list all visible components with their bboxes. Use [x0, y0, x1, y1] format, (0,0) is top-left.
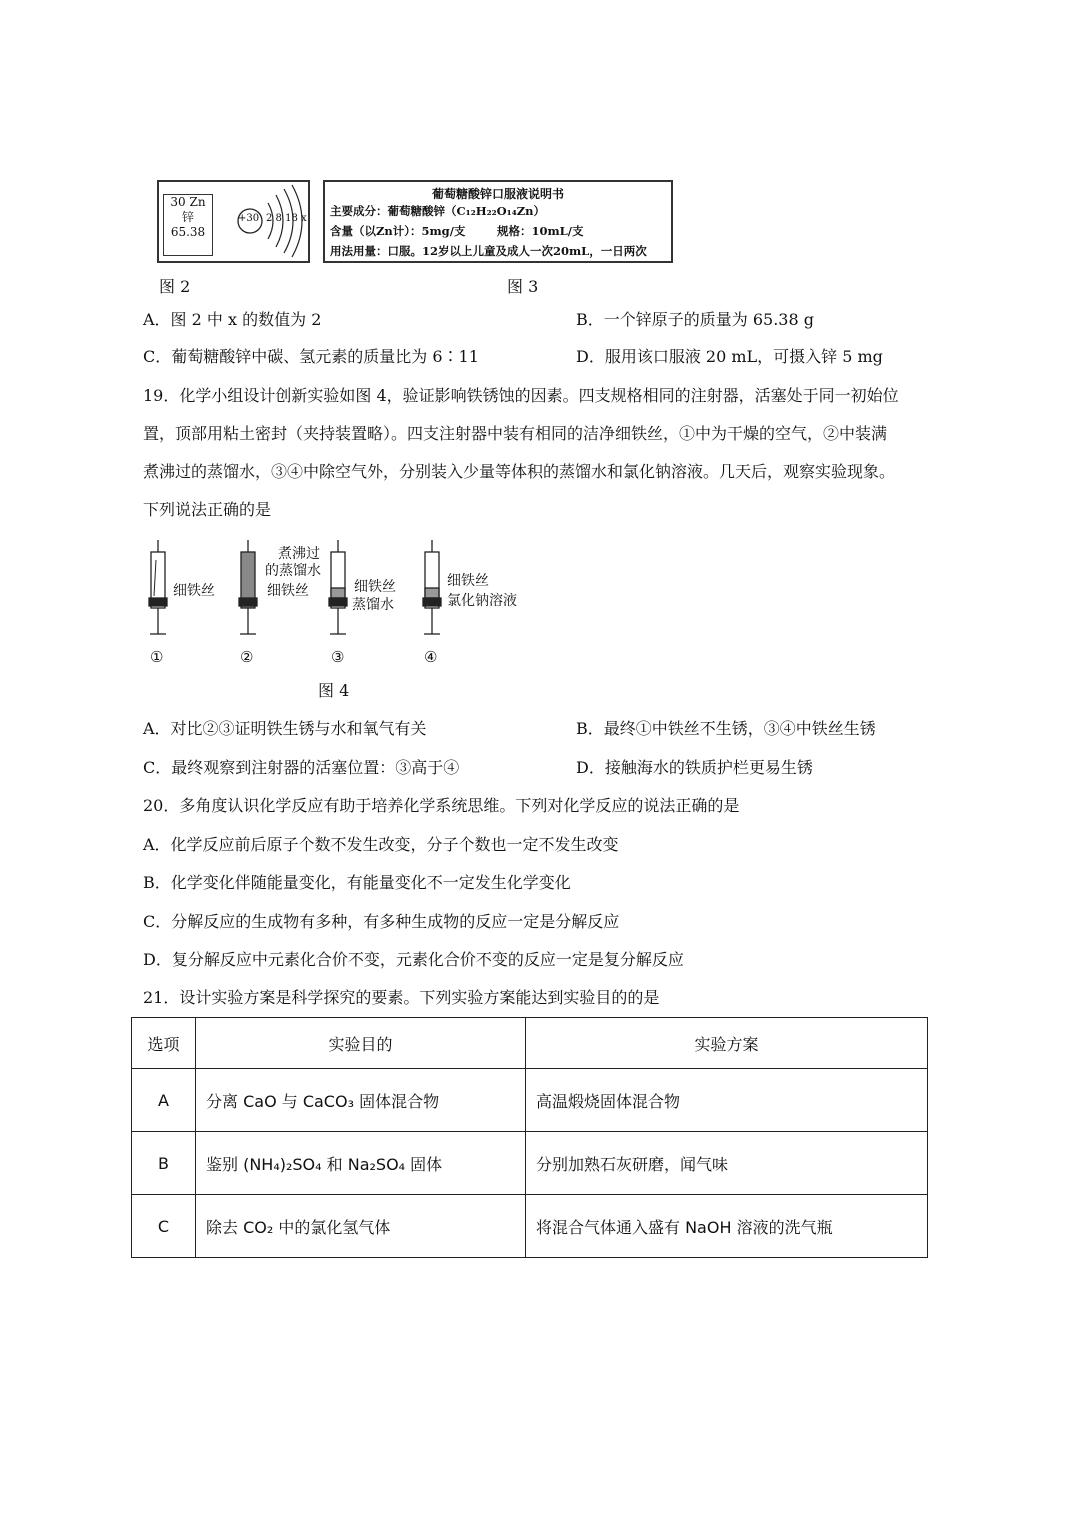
row-option: A	[132, 1069, 196, 1132]
fig4-num-3: ③	[331, 648, 345, 666]
element-card	[163, 194, 213, 256]
fig4-label-3a: 细铁丝	[354, 579, 396, 595]
q21-stem: 21．设计实验方案是科学探究的要素。下列实验方案能达到实验目的的是	[143, 988, 660, 1007]
leaflet-content: 含量（以Zn计）：5mg/支	[330, 224, 466, 238]
element-number: 30	[170, 195, 186, 209]
syringe-4	[423, 540, 441, 634]
atomic-mass: 65.38	[170, 225, 206, 239]
fig4-num-2: ②	[240, 648, 254, 666]
q20-option-a: A．化学反应前后原子个数不发生改变，分子个数也一定不发生改变	[143, 835, 619, 854]
fig4-label-2c: 细铁丝	[267, 583, 309, 599]
q20-option-b: B．化学变化伴随能量变化，有能量变化不一定发生化学变化	[143, 873, 571, 892]
element-number-symbol	[164, 195, 212, 210]
fig4-label-1: 细铁丝	[173, 583, 215, 599]
fig4-label-4b: 氯化钠溶液	[447, 593, 517, 609]
table-row	[132, 1195, 928, 1258]
q20-option-d: D．复分解反应中元素化合价不变，元素化合价不变的反应一定是复分解反应	[143, 950, 684, 969]
row-goal: 鉴别 (NH₄)₂SO₄ 和 Na₂SO₄ 固体	[196, 1132, 526, 1195]
fig4-label-4a: 细铁丝	[447, 573, 489, 589]
q18-option-c: C．葡萄糖酸锌中碳、氢元素的质量比为 6∶11	[143, 347, 479, 366]
q19-stem-line1: 19．化学小组设计创新实验如图 4，验证影响铁锈蚀的因素。四支规格相同的注射器，活塞处于同一初始位	[143, 386, 899, 405]
q20-stem: 20．多角度认识化学反应有助于培养化学系统思维。下列对化学反应的说法正确的是	[143, 796, 740, 815]
syringe-2	[239, 540, 257, 634]
row-plan: 将混合气体通入盛有 NaOH 溶液的洗气瓶	[526, 1195, 928, 1258]
row-plan: 分别加熟石灰研磨，闻气味	[526, 1132, 928, 1195]
figure-3-caption: 图 3	[507, 277, 539, 296]
fig4-num-4: ④	[424, 648, 438, 666]
header-plan: 实验方案	[526, 1018, 928, 1069]
q18-option-b: B．一个锌原子的质量为 65.38 g	[576, 310, 814, 329]
q19-option-b: B．最终①中铁丝不生锈，③④中铁丝生锈	[576, 719, 876, 738]
row-plan: 高温煅烧固体混合物	[526, 1069, 928, 1132]
table-row	[132, 1069, 928, 1132]
leaflet-spec: 规格：10mL/支	[497, 224, 584, 238]
q20-option-c: C．分解反应的生成物有多种，有多种生成物的反应一定是分解反应	[143, 912, 620, 931]
leaflet-ingredient: 主要成分：葡萄糖酸锌（C₁₂H₂₂O₁₄Zn）	[330, 204, 546, 218]
syringe-3	[329, 540, 347, 634]
row-goal: 分离 CaO 与 CaCO₃ 固体混合物	[196, 1069, 526, 1132]
element-name: 锌	[181, 210, 194, 224]
leaflet-title: 葡萄糖酸锌口服液说明书	[431, 187, 564, 201]
q19-option-d: D．接触海水的铁质护栏更易生锈	[576, 758, 813, 777]
q18-option-d: D．服用该口服液 20 mL，可摄入锌 5 mg	[576, 347, 883, 366]
fig4-label-2a: 煮沸过	[278, 546, 320, 562]
row-option: B	[132, 1132, 196, 1195]
header-option: 选项	[132, 1018, 196, 1069]
figure-2-caption: 图 2	[159, 277, 191, 296]
leaflet-dosage: 用法用量：口服。12岁以上儿童及成人一次20mL，一日两次	[330, 244, 647, 258]
figure-4-caption: 图 4	[318, 681, 350, 700]
electron-shells: 2 8 18 x	[266, 213, 307, 224]
row-option: C	[132, 1195, 196, 1258]
nucleus-charge: +30	[238, 213, 260, 224]
fig4-label-3b: 蒸馏水	[352, 597, 394, 613]
fig4-num-1: ①	[150, 648, 164, 666]
fig4-label-2b: 的蒸馏水	[265, 563, 321, 579]
q19-stem-line2: 置，顶部用粘土密封（夹持装置略）。四支注射器中装有相同的洁净细铁丝，①中为干燥的空气，②中装满	[143, 424, 888, 443]
header-goal: 实验目的	[196, 1018, 526, 1069]
table-row	[132, 1132, 928, 1195]
row-goal: 除去 CO₂ 中的氯化氢气体	[196, 1195, 526, 1258]
q19-option-c: C．最终观察到注射器的活塞位置：③高于④	[143, 758, 460, 777]
q19-stem-line3: 煮沸过的蒸馏水，③④中除空气外，分别装入少量等体积的蒸馏水和氯化钠溶液。几天后，观察实验现象。	[143, 462, 896, 481]
q18-option-a: A．图 2 中 x 的数值为 2	[143, 310, 322, 329]
syringe-1	[149, 540, 167, 634]
table-header-row	[132, 1018, 928, 1069]
q21-table	[131, 1017, 928, 1258]
element-symbol: Zn	[189, 195, 206, 209]
q19-option-a: A．对比②③证明铁生锈与水和氧气有关	[143, 719, 427, 738]
q19-stem-line4: 下列说法正确的是	[143, 500, 272, 519]
